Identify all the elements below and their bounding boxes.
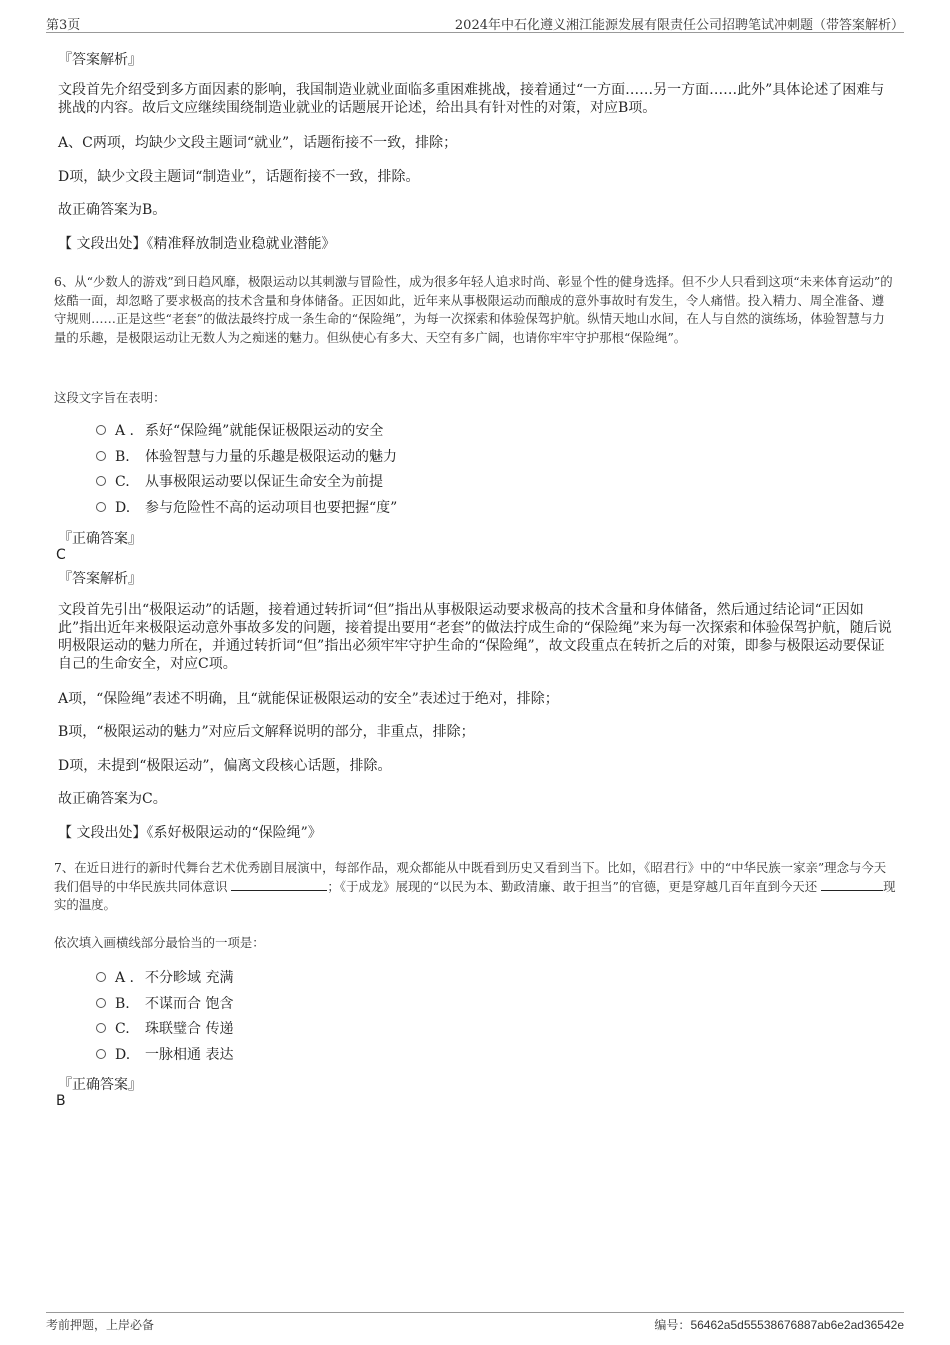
q6-option-d[interactable]: D. 参与危险性不高的运动项目也要把握“度” bbox=[96, 499, 397, 517]
page-header bbox=[46, 14, 904, 33]
q6-prompt: 这段文字旨在表明： bbox=[54, 390, 166, 405]
footer-slogan: 考前押题，上岸必备 bbox=[46, 1318, 155, 1332]
q6-conclusion: 故正确答案为C。 bbox=[58, 791, 167, 807]
q6-exclude-a: A项，“保险绳”表述不明确，且“就能保证极限运动的安全”表述过于绝对，排除； bbox=[58, 691, 559, 707]
document-code: 编号：56462a5d55538676887ab6e2ad36542e bbox=[654, 1318, 904, 1332]
q7-answer-label: 『正确答案』 bbox=[58, 1077, 142, 1093]
q6-stem: 6、从“少数人的游戏”到日趋风靡，极限运动以其刺激与冒险性，成为很多年轻人追求时尚、彰显个性的健身选择。但不少人只看到这项“未来体育运动”的炫酷一面，却忽略了要求极高的技术含量和身体储备。正因如此，近年来从事极限运动而酿成的意外事故时有发生，令人痛惜。投入精力、周全准备、遵守规则……正是这些“老套”的做法最终拧成一条生命的“保险绳”，为每一次探索和体验保驾护航。纵情天地山水间，在人与自然的演练场，体验智慧与力量的乐趣，是极限运动让无数人为之痴迷的魅力。但纵使心有多大、天空有多广阔，也请你牢牢守护那根“保险绳”。 bbox=[54, 274, 893, 345]
q6-exclude-b: B项，“极限运动的魅力”对应后文解释说明的部分，非重点，排除； bbox=[58, 724, 475, 740]
q5-exclude-ac: A、C两项，均缺少文段主题词“就业”，话题衔接不一致，排除； bbox=[58, 135, 458, 151]
radio-icon[interactable] bbox=[96, 425, 106, 435]
document-title: 2024年中石化遵义湘江能源发展有限责任公司招聘笔试冲刺题（带答案解析） bbox=[454, 18, 904, 33]
q7-option-c[interactable]: C. 珠联璧合 传递 bbox=[96, 1020, 233, 1038]
page-number: 第3页 bbox=[46, 18, 81, 33]
q7-option-b[interactable]: B. 不谋而合 饱含 bbox=[96, 995, 233, 1013]
q7-option-d[interactable]: D. 一脉相通 表达 bbox=[96, 1046, 233, 1064]
q6-source: 【 文段出处】《系好极限运动的“保险绳”》 bbox=[58, 825, 322, 841]
q5-source: 【 文段出处】《精准释放制造业稳就业潜能》 bbox=[58, 236, 336, 252]
page-footer bbox=[46, 1312, 904, 1333]
radio-icon[interactable] bbox=[96, 451, 106, 461]
q7-option-a[interactable]: A . 不分畛域 充满 bbox=[96, 969, 233, 987]
q7-answer: B bbox=[56, 1093, 66, 1109]
q5-exclude-d: D项，缺少文段主题词“制造业”，话题衔接不一致，排除。 bbox=[58, 169, 420, 185]
q6-option-b[interactable]: B. 体验智慧与力量的乐趣是极限运动的魅力 bbox=[96, 448, 397, 466]
q7-prompt: 依次填入画横线部分最恰当的一项是： bbox=[54, 935, 265, 950]
q6-exclude-d: D项，未提到“极限运动”，偏离文段核心话题，排除。 bbox=[58, 758, 392, 774]
q6-analysis-label: 『答案解析』 bbox=[58, 571, 142, 587]
fill-blank-2 bbox=[821, 878, 883, 891]
radio-icon[interactable] bbox=[96, 1049, 106, 1059]
q6-analysis: 文段首先引出“极限运动”的话题，接着通过转折词“但”指出从事极限运动要求极高的技术含量和身体储备，然后通过结论词“正因如此”指出近年来极限运动意外事故多发的问题，接着提出要用“老套”的做法拧成生命的“保险绳”来为每一次探索和体验保驾护航，随后说明极限运动的魅力所在，并通过转折词“但”指出必须牢牢守护生命的“保险绳”，故文段重点在转折之后的对策，即参与极限运动要保证自己的生命安全，对应C项。 bbox=[58, 602, 892, 672]
radio-icon[interactable] bbox=[96, 972, 106, 982]
fill-blank-1 bbox=[231, 878, 327, 891]
q6-answer: C bbox=[56, 547, 66, 563]
q6-answer-label: 『正确答案』 bbox=[58, 531, 142, 547]
q6-option-c[interactable]: C. 从事极限运动要以保证生命安全为前提 bbox=[96, 473, 383, 491]
radio-icon[interactable] bbox=[96, 1023, 106, 1033]
radio-icon[interactable] bbox=[96, 502, 106, 512]
radio-icon[interactable] bbox=[96, 476, 106, 486]
q5-conclusion: 故正确答案为B。 bbox=[58, 202, 167, 218]
q5-analysis: 文段首先介绍受到多方面因素的影响，我国制造业就业面临多重困难挑战，接着通过“一方面……另一方面……此外”具体论述了困难与挑战的内容。故后文应继续围绕制造业就业的话题展开论述，给出具有针对性的对策，对应B项。 bbox=[58, 82, 885, 116]
q7-stem: 7、在近日进行的新时代舞台艺术优秀剧目展演中，每部作品，观众都能从中既看到历史又看到当下。比如，《昭君行》中的“中华民族一家亲”理念与今天我们倡导的中华民族共同体意识 ；《于成龙》展现的“以民为本、勤政清廉、敢于担当”的官德，更是穿越几百年直到今天还 现实的温度。 bbox=[54, 860, 896, 912]
q6-option-a[interactable]: A . 系好“保险绳”就能保证极限运动的安全 bbox=[96, 422, 383, 440]
q5-analysis-label: 『答案解析』 bbox=[58, 52, 142, 68]
radio-icon[interactable] bbox=[96, 998, 106, 1008]
